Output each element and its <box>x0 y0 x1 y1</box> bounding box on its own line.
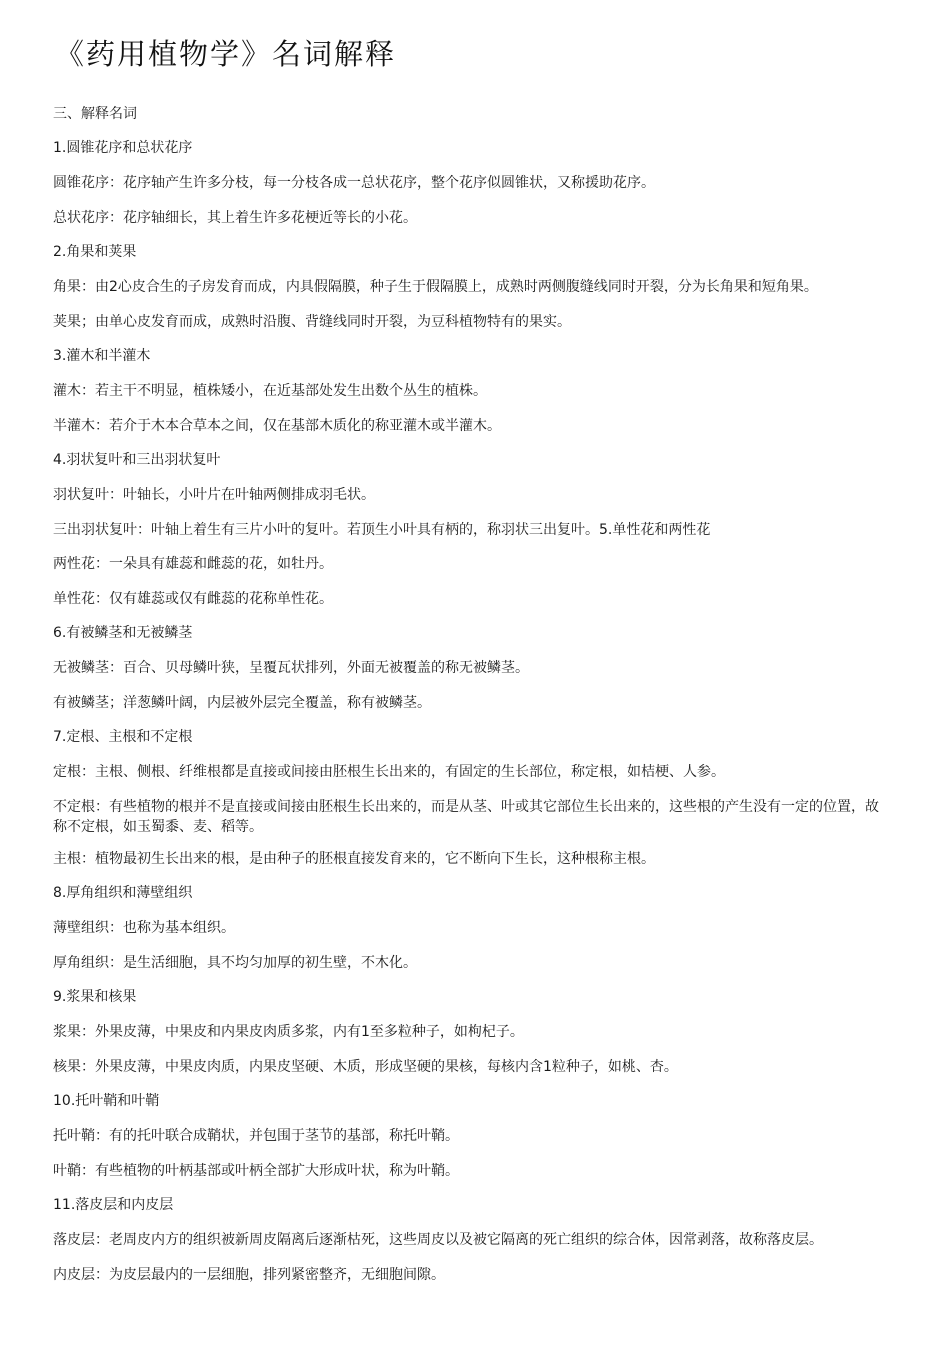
term-heading: 7.定根、主根和不定根 <box>53 729 193 745</box>
term-definition: 不定根：有些植物的根并不是直接或间接由胚根生长出来的，而是从茎、叶或其它部位生长出来的，这些根的产生没有一定的位置，故称不定根，如玉蜀黍、麦、稻等。 <box>53 799 879 835</box>
term-heading: 8.厚角组织和薄壁组织 <box>53 885 193 901</box>
term-definition: 有被鳞茎；洋葱鳞叶阔，内层被外层完全覆盖，称有被鳞茎。 <box>53 695 431 711</box>
term-heading: 3.灌木和半灌木 <box>53 348 151 364</box>
term-definition: 浆果：外果皮薄，中果皮和内果皮肉质多浆，内有1至多粒种子，如枸杞子。 <box>53 1024 524 1040</box>
term-definition: 荚果；由单心皮发育而成，成熟时沿腹、背缝线同时开裂，为豆科植物特有的果实。 <box>53 314 571 330</box>
term-heading: 1.圆锥花序和总状花序 <box>53 140 193 156</box>
term-definition: 半灌木：若介于木本合草本之间，仅在基部木质化的称亚灌木或半灌木。 <box>53 418 501 434</box>
term-definition: 无被鳞茎：百合、贝母鳞叶狭，呈覆瓦状排列，外面无被覆盖的称无被鳞茎。 <box>53 660 529 676</box>
term-heading: 6.有被鳞茎和无被鳞茎 <box>53 625 193 641</box>
term-definition: 角果：由2心皮合生的子房发育而成，内具假隔膜，种子生于假隔膜上，成熟时两侧腹缝线同时开裂，分为长角果和短角果。 <box>53 279 818 295</box>
document-title: 《药用植物学》名词解释 <box>55 37 397 71</box>
term-definition: 核果：外果皮薄，中果皮肉质，内果皮坚硬、木质，形成坚硬的果核，每核内含1粒种子，如桃、杏。 <box>53 1059 678 1075</box>
entries-list <box>53 138 890 1285</box>
term-heading: 9.浆果和核果 <box>53 989 137 1005</box>
term-definition: 定根：主根、侧根、纤维根都是直接或间接由胚根生长出来的，有固定的生长部位，称定根，如桔梗、人参。 <box>53 764 725 780</box>
term-definition: 灌木：若主干不明显，植株矮小，在近基部处发生出数个丛生的植株。 <box>53 383 487 399</box>
term-definition: 落皮层：老周皮内方的组织被新周皮隔离后逐渐枯死，这些周皮以及被它隔离的死亡组织的综合体，因常剥落，故称落皮层。 <box>53 1232 823 1248</box>
term-definition: 单性花：仅有雄蕊或仅有雌蕊的花称单性花。 <box>53 591 333 607</box>
term-heading: 11.落皮层和内皮层 <box>53 1197 174 1213</box>
term-heading: 两性花：一朵具有雄蕊和雌蕊的花，如牡丹。 <box>53 556 333 572</box>
term-heading: 10.托叶鞘和叶鞘 <box>53 1093 160 1109</box>
term-definition: 圆锥花序：花序轴产生许多分枝，每一分枝各成一总状花序，整个花序似圆锥状，又称援助花序。 <box>53 175 655 191</box>
term-definition: 总状花序：花序轴细长，其上着生许多花梗近等长的小花。 <box>53 210 417 226</box>
term-heading: 2.角果和荚果 <box>53 244 137 260</box>
term-definition: 羽状复叶：叶轴长，小叶片在叶轴两侧排成羽毛状。 <box>53 487 375 503</box>
term-definition: 主根：植物最初生长出来的根，是由种子的胚根直接发育来的，它不断向下生长，这种根称主根。 <box>53 851 655 867</box>
term-definition: 内皮层：为皮层最内的一层细胞，排列紧密整齐，无细胞间隙。 <box>53 1267 445 1283</box>
term-definition: 厚角组织：是生活细胞，具不均匀加厚的初生壁，不木化。 <box>53 955 417 971</box>
term-definition: 叶鞘：有些植物的叶柄基部或叶柄全部扩大形成叶状，称为叶鞘。 <box>53 1163 459 1179</box>
section-heading: 三、解释名词 <box>53 106 137 122</box>
term-definition: 托叶鞘：有的托叶联合成鞘状，并包围于茎节的基部，称托叶鞘。 <box>53 1128 459 1144</box>
term-definition: 薄壁组织：也称为基本组织。 <box>53 920 235 936</box>
term-heading: 4.羽状复叶和三出羽状复叶 <box>53 452 221 468</box>
term-definition: 三出羽状复叶：叶轴上着生有三片小叶的复叶。若顶生小叶具有柄的，称羽状三出复叶。5.单性花和两性花 <box>53 522 711 538</box>
